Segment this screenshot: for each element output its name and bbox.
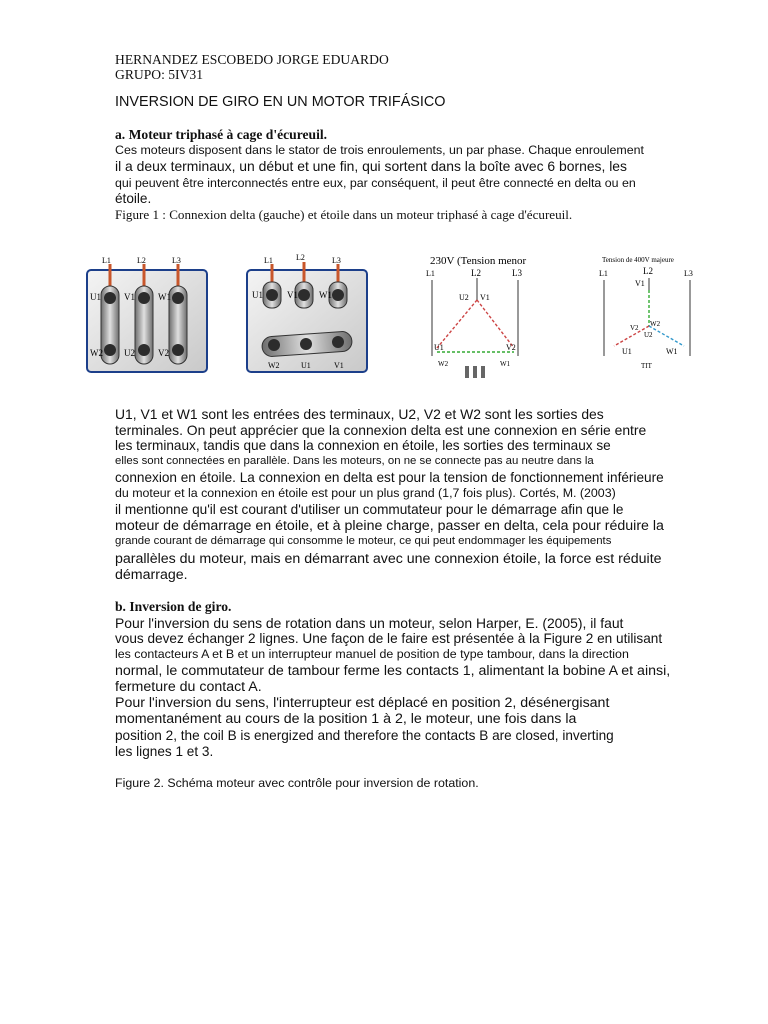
box2-line-label: L1 (264, 256, 273, 265)
body-line: les terminaux, tandis que dans la connexion en étoile, les sorties des terminaux se (115, 438, 611, 453)
body-line: parallèles du moteur, mais en démarrant avec une connexion étoile, la force est réduite (115, 551, 662, 567)
star-terminal-box (247, 253, 367, 372)
delta-diagram (426, 255, 527, 378)
section-b-heading: b. Inversion de giro. (115, 599, 232, 614)
section-b-line: position 2, the coil B is energized and therefore the contacts B are closed, inverting (115, 728, 614, 743)
delta-apex-label: V1 (480, 293, 490, 302)
section-b-line: Pour l'inversion du sens de rotation dans un moteur, selon Harper, E. (2005), il faut (115, 615, 624, 631)
star-line-label: L1 (599, 269, 608, 278)
body-line: terminales. On peut apprécier que la connexion delta est une connexion en série entre (115, 422, 647, 438)
box1-line-label: L2 (137, 256, 146, 265)
delta-line-label: L1 (426, 269, 435, 278)
box2-terminal-label: U1 (252, 290, 263, 300)
author-name: HERNANDEZ ESCOBEDO JORGE EDUARDO (115, 52, 389, 67)
box2-terminal-label: V1 (287, 290, 298, 300)
delta-line-label: L3 (512, 268, 522, 278)
section-b-line: normal, le commutateur de tambour ferme les contacts 1, alimentant la bobine A et ainsi, (115, 663, 671, 679)
section-b-line: les lignes 1 et 3. (115, 744, 214, 759)
box2-line-label: L2 (296, 253, 305, 262)
box1-terminal-label: V2 (158, 348, 169, 358)
box2-terminal-label: W1 (319, 290, 332, 300)
section-b-line: Pour l'inversion du sens, l'interrupteur est déplacé en position 2, désénergisant (115, 695, 610, 711)
delta-apex-label: U2 (459, 293, 469, 302)
section-a-line: qui peuvent être interconnectés entre eux, par conséquent, il peut être connecté en delta ou en (115, 176, 636, 190)
box2-terminal-label: U1 (301, 361, 311, 370)
section-a-line: il a deux terminaux, un début et une fin, qui sortent dans la boîte avec 6 bornes, les (115, 158, 627, 174)
page-title: INVERSION DE GIRO EN UN MOTOR TRIFÁSICO (115, 94, 446, 110)
star-diagram-title: Tension de 400V majeure (602, 256, 674, 264)
delta-line-label: L2 (471, 268, 481, 278)
body-line: il mentionne qu'il est courant d'utiliser un commutateur pour le démarrage afin que le (115, 502, 624, 517)
delta-corner-label: W2 (438, 360, 449, 368)
body-line: moteur de démarrage en étoile, et à pleine charge, passer en delta, cela pour réduire la (115, 518, 664, 534)
section-b-line: vous devez échanger 2 lignes. Une façon de le faire est présentée à la Figure 2 en utilisant (115, 631, 663, 646)
star-line-label: L2 (643, 266, 653, 276)
box1-line-label: L1 (102, 256, 111, 265)
body-line: elles sont connectées en parallèle. Dans les moteurs, on ne se connecte pas au neutre dans la (115, 455, 594, 467)
star-label: V2 (630, 324, 639, 332)
delta-corner-label: W1 (500, 360, 511, 368)
body-line: grande courant de démarrage qui consomme le moteur, ce qui peut endommager les équipements (115, 535, 612, 547)
body-line: U1, V1 et W1 sont les entrées des terminaux, U2, V2 et W2 sont les sorties des (115, 406, 604, 422)
group-label: GRUPO: 5IV31 (115, 67, 203, 82)
figure-1 (82, 238, 722, 388)
section-b-line: les contacteurs A et B et un interrupteur manuel de position de type tambour, dans la direction (115, 647, 629, 661)
figure1-caption: Figure 1 : Connexion delta (gauche) et étoile dans un moteur triphasé à cage d'écureuil. (115, 207, 573, 222)
box2-terminal-label: V1 (334, 361, 344, 370)
box1-terminal-label: U1 (90, 292, 101, 302)
delta-diagram-title: 230V (Tension menor (430, 255, 527, 267)
body-line: démarrage. (115, 567, 188, 583)
box1-terminal-label: W2 (90, 348, 103, 358)
body-line: connexion en étoile. La connexion en delta est pour la tension de fonctionnement inférieure (115, 470, 664, 485)
delta-terminal-box (87, 256, 207, 372)
star-label: V1 (635, 279, 645, 288)
star-label: U2 (644, 331, 653, 339)
box1-terminal-label: V1 (124, 292, 135, 302)
star-label: W1 (666, 347, 678, 356)
box2-line-label: L3 (332, 256, 341, 265)
section-b-line: momentanément au cours de la position 1 à 2, le moteur, une fois dans la (115, 711, 577, 727)
box2-terminal-label: W2 (268, 361, 280, 370)
delta-corner-label: V2 (506, 343, 516, 352)
star-ground-label: TIT (641, 362, 652, 370)
section-a-line: Ces moteurs disposent dans le stator de trois enroulements, un par phase. Chaque enroulement (115, 143, 644, 157)
section-a-line: étoile. (115, 191, 152, 206)
star-diagram (599, 256, 693, 370)
star-label: U1 (622, 347, 632, 356)
figure2-caption: Figure 2. Schéma moteur avec contrôle pour inversion de rotation. (115, 776, 479, 790)
section-a-heading: a. Moteur triphasé à cage d'écureuil. (115, 127, 328, 142)
star-line-label: L3 (684, 269, 693, 278)
box1-terminal-label: U2 (124, 348, 135, 358)
box1-line-label: L3 (172, 256, 181, 265)
star-label: W2 (650, 320, 661, 328)
delta-corner-label: U1 (434, 343, 444, 352)
body-line: du moteur et la connexion en étoile est pour un plus grand (1,7 fois plus). Cortés, M. (2003) (115, 486, 616, 500)
section-b-line: fermeture du contact A. (115, 679, 262, 695)
box1-terminal-label: W1 (158, 292, 171, 302)
